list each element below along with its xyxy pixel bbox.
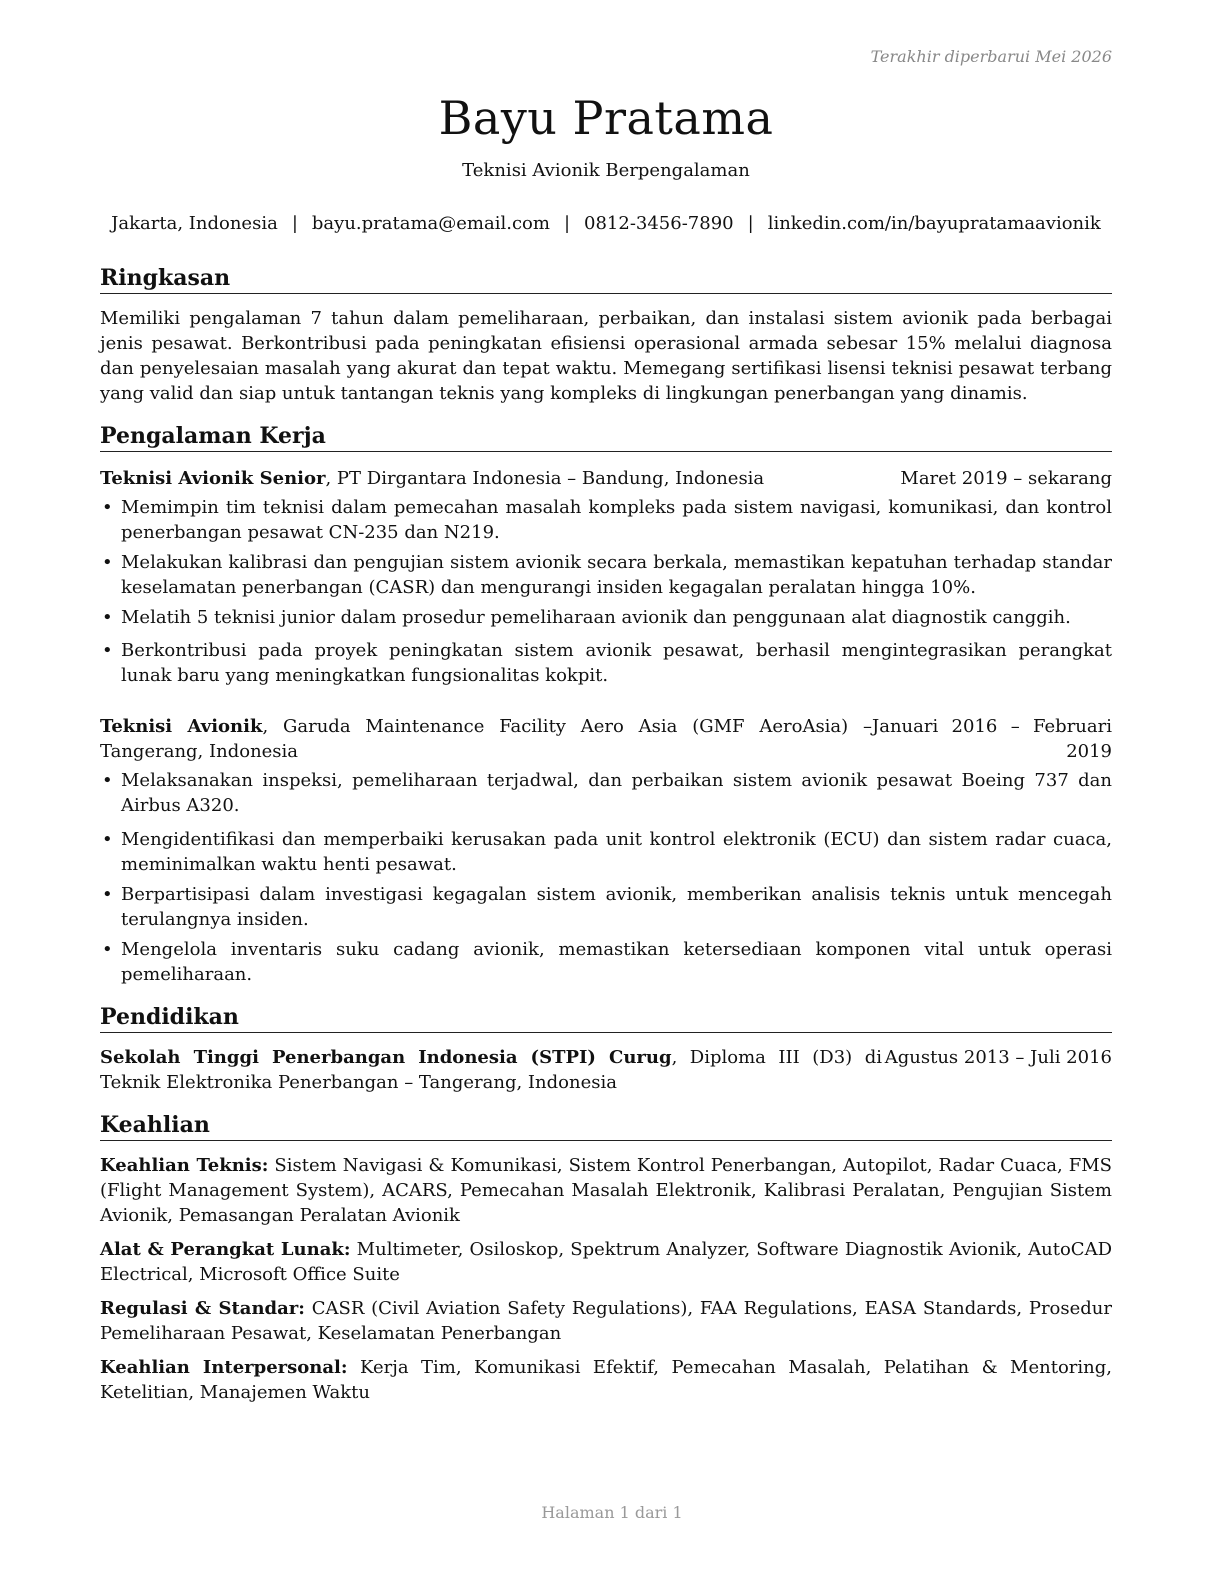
contact-linkedin[interactable]: linkedin.com/in/bayupratamaavionik (767, 213, 1101, 234)
job-role: Teknisi Avionik (100, 716, 263, 737)
skill-group (100, 1296, 1112, 1346)
skill-label: Keahlian Interpersonal: (100, 1357, 348, 1378)
list-item: • Mengelola inventaris suku cadang avionik, memastikan ketersediaan komponen vital untuk operasi pemeliharaan. (100, 937, 1112, 987)
job-company: , Garuda Maintenance Facility Aero Asia (GMF AeroAsia) – Tangerang, Indonesia (100, 716, 872, 762)
job-bullets (100, 768, 1112, 987)
candidate-name: Bayu Pratama (438, 91, 774, 145)
last-updated: Terakhir diperbarui Mei 2026 (870, 47, 1112, 66)
section-heading: Pengalaman Kerja (100, 422, 1112, 452)
skill-text: CASR (Civil Aviation Safety Regulations), FAA Regulations, EASA Standards, Prosedur Pemeliharaan Pesawat, Keselamatan Penerbangan (100, 1298, 1112, 1344)
skill-group (100, 1153, 1112, 1228)
list-item: • Berpartisipasi dalam investigasi kegagalan sistem avionik, memberikan analisis teknis untuk mencegah terulangnya insiden. (100, 882, 1112, 932)
list-item: • Melakukan kalibrasi dan pengujian sistem avionik secara berkala, memastikan kepatuhan terhadap standar keselamatan penerbangan (CASR) dan mengurangi insiden kegagalan peralatan hingga 10%. (100, 550, 1112, 600)
education-dates: Agustus 2013 – Juli 2016 (884, 1047, 1112, 1068)
candidate-title: Teknisi Avionik Berpengalaman (462, 160, 750, 181)
skill-label: Alat & Perangkat Lunak: (100, 1239, 351, 1260)
job-role: Teknisi Avionik Senior (100, 468, 326, 489)
skill-label: Regulasi & Standar: (100, 1298, 305, 1319)
list-item: • Berkontribusi pada proyek peningkatan sistem avionik pesawat, berhasil mengintegrasikan perangkat lunak baru yang meningkatkan fungsionalitas kokpit. (100, 638, 1112, 688)
skill-label: Keahlian Teknis: (100, 1155, 269, 1176)
contact-separator: | (563, 213, 571, 234)
job-entry (100, 714, 1112, 987)
summary-section (100, 264, 1112, 406)
contact-location: Jakarta, Indonesia (111, 213, 278, 234)
education-entry (100, 1045, 1112, 1095)
job-header (100, 714, 1112, 764)
section-heading: Ringkasan (100, 264, 1112, 294)
skill-text: Kerja Tim, Komunikasi Efektif, Pemecahan Masalah, Pelatihan & Mentoring, Ketelitian, Manajemen Waktu (100, 1357, 1113, 1403)
contact-separator: | (291, 213, 298, 234)
skill-group (100, 1237, 1112, 1287)
job-dates: Maret 2019 – sekarang (900, 468, 1112, 489)
contact-separator: | (747, 213, 754, 234)
resume-page (100, 0, 1112, 1405)
skill-group (100, 1355, 1112, 1405)
summary-text: Memiliki pengalaman 7 tahun dalam pemeliharaan, perbaikan, dan instalasi sistem avionik pada berbagai jenis pesawat. Berkontribusi pada peningkatan efisiensi operasional armada sebesar 15% melalui diagnosa dan penyelesaian masalah yang akurat dan tepat waktu. Memegang sertifikasi lisensi teknisi pesawat terbang yang valid dan siap untuk tantangan teknis yang kompleks di lingkungan penerbangan yang dinamis. (100, 308, 1112, 404)
list-item: • Memimpin tim teknisi dalam pemecahan masalah kompleks pada sistem navigasi, komunikasi, dan kontrol penerbangan pesawat CN-235 dan N219. (100, 495, 1112, 545)
section-heading: Keahlian (100, 1111, 1112, 1141)
skills-section (100, 1111, 1112, 1405)
contact-line (100, 211, 1112, 236)
contact-email[interactable]: bayu.pratama@email.com (311, 213, 550, 234)
skill-text: Sistem Navigasi & Komunikasi, Sistem Kontrol Penerbangan, Autopilot, Radar Cuaca, FMS (Flight Management System), ACARS, Pemecahan Masalah Elektronik, Kalibrasi Peralatan, Pengujian Sistem Avionik, Pemasangan Peralatan Avionik (100, 1155, 1112, 1226)
job-dates: Januari 2016 – Februari 2019 (872, 716, 1112, 762)
page-number: Halaman 1 dari 1 (541, 1503, 683, 1522)
job-header (100, 466, 1112, 491)
education-detail: , Diploma III (D3) di Teknik Elektronika Penerbangan – Tangerang, Indonesia (100, 1047, 882, 1093)
list-item: • Melaksanakan inspeksi, pemeliharaan terjadwal, dan perbaikan sistem avionik pesawat Boeing 737 dan Airbus A320. (100, 768, 1112, 818)
section-heading: Pendidikan (100, 1003, 1112, 1033)
job-bullets (100, 495, 1112, 688)
list-item: • Melatih 5 teknisi junior dalam prosedur pemeliharaan avionik dan penggunaan alat diagnostik canggih. (100, 605, 1112, 630)
education-section (100, 1003, 1112, 1095)
skill-text: Multimeter, Osiloskop, Spektrum Analyzer, Software Diagnostik Avionik, AutoCAD Electrical, Microsoft Office Suite (100, 1239, 1113, 1285)
list-item: • Mengidentifikasi dan memperbaiki kerusakan pada unit kontrol elektronik (ECU) dan sistem radar cuaca, meminimalkan waktu henti pesawat. (100, 827, 1112, 877)
education-school: Sekolah Tinggi Penerbangan Indonesia (STPI) Curug (100, 1047, 672, 1068)
experience-section (100, 422, 1112, 987)
job-company: , PT Dirgantara Indonesia – Bandung, Indonesia (325, 468, 765, 489)
job-entry (100, 466, 1112, 688)
contact-phone: 0812-3456-7890 (584, 213, 734, 234)
